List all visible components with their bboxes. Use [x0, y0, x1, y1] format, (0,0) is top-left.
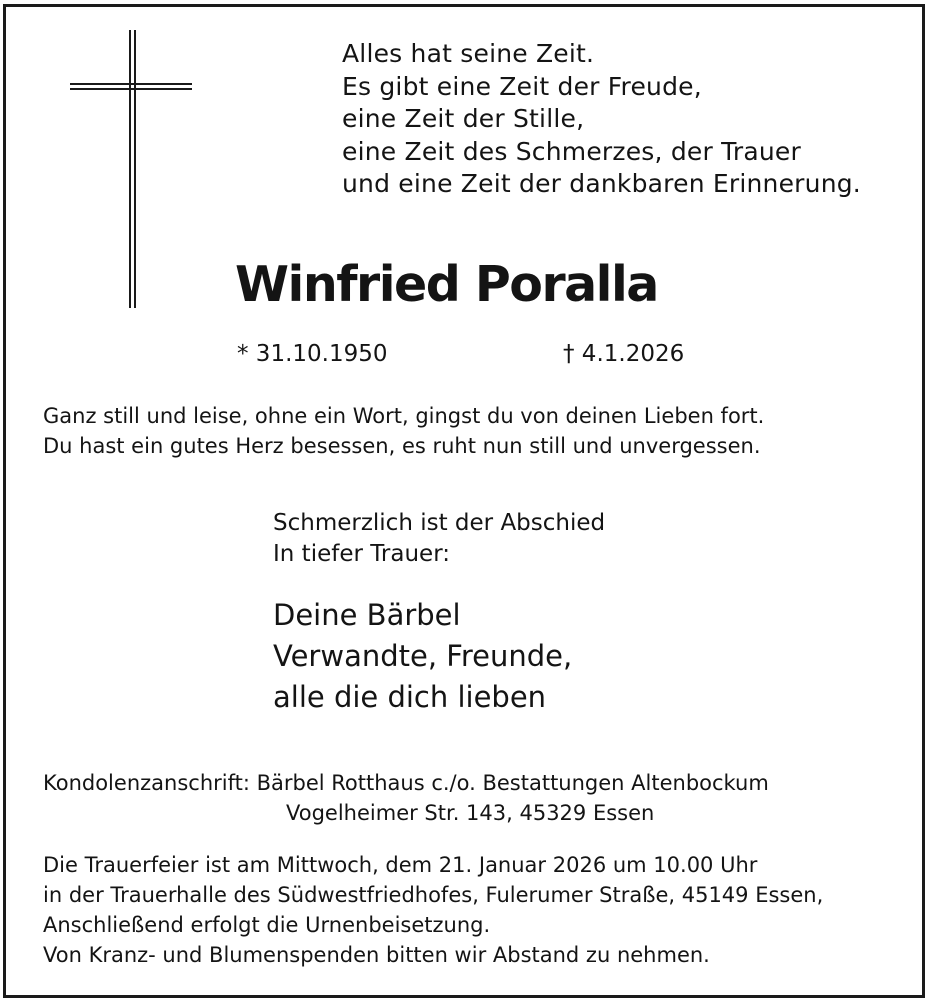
poem-line: eine Zeit der Stille,: [342, 104, 585, 133]
poem-line: Es gibt eine Zeit der Freude,: [342, 71, 702, 101]
funeral-line: in der Trauerhalle des Südwestfriedhofes, Fulerumer Straße, 45149 Essen,: [43, 883, 824, 907]
condolence-address-line2: Vogelheimer Str. 143, 45329 Essen: [286, 801, 655, 825]
verse-line: Ganz still und leise, ohne ein Wort, gingst du von deinen Lieben fort.: [43, 404, 765, 428]
family-line: Verwandte, Freunde,: [273, 639, 573, 673]
poem-line: eine Zeit des Schmerzes, der Trauer: [342, 136, 801, 166]
family-line: Deine Bärbel: [273, 598, 461, 632]
cross-icon: [68, 30, 194, 310]
mourning-text: [273, 508, 605, 570]
mourning-line: Schmerzlich ist der Abschied: [273, 510, 606, 536]
funeral-info: [43, 850, 823, 970]
mourning-line: In tiefer Trauer:: [273, 541, 450, 567]
family-signature: [273, 595, 572, 718]
poem-line: und eine Zeit der dankbaren Erinnerung.: [342, 169, 861, 198]
poem-line: Alles hat seine Zeit.: [342, 39, 595, 68]
birth-date: * 31.10.1950: [237, 341, 388, 367]
verse-line: Du hast ein gutes Herz besessen, es ruht nun still und unvergessen.: [43, 434, 761, 458]
death-date: † 4.1.2026: [563, 341, 685, 367]
poem: [342, 38, 861, 201]
condolence-address-line1: Kondolenzanschrift: Bärbel Rotthaus c./o. Bestattungen Altenbockum: [43, 771, 769, 795]
funeral-line: Anschließend erfolgt die Urnenbeisetzung.: [43, 913, 491, 937]
funeral-line: Die Trauerfeier ist am Mittwoch, dem 21. Januar 2026 um 10.00 Uhr: [43, 853, 758, 877]
funeral-line: Von Kranz- und Blumenspenden bitten wir Abstand zu nehmen.: [43, 943, 710, 967]
deceased-name: Winfried Poralla: [235, 256, 658, 313]
family-line: alle die dich lieben: [273, 680, 547, 714]
verse: [43, 401, 764, 461]
